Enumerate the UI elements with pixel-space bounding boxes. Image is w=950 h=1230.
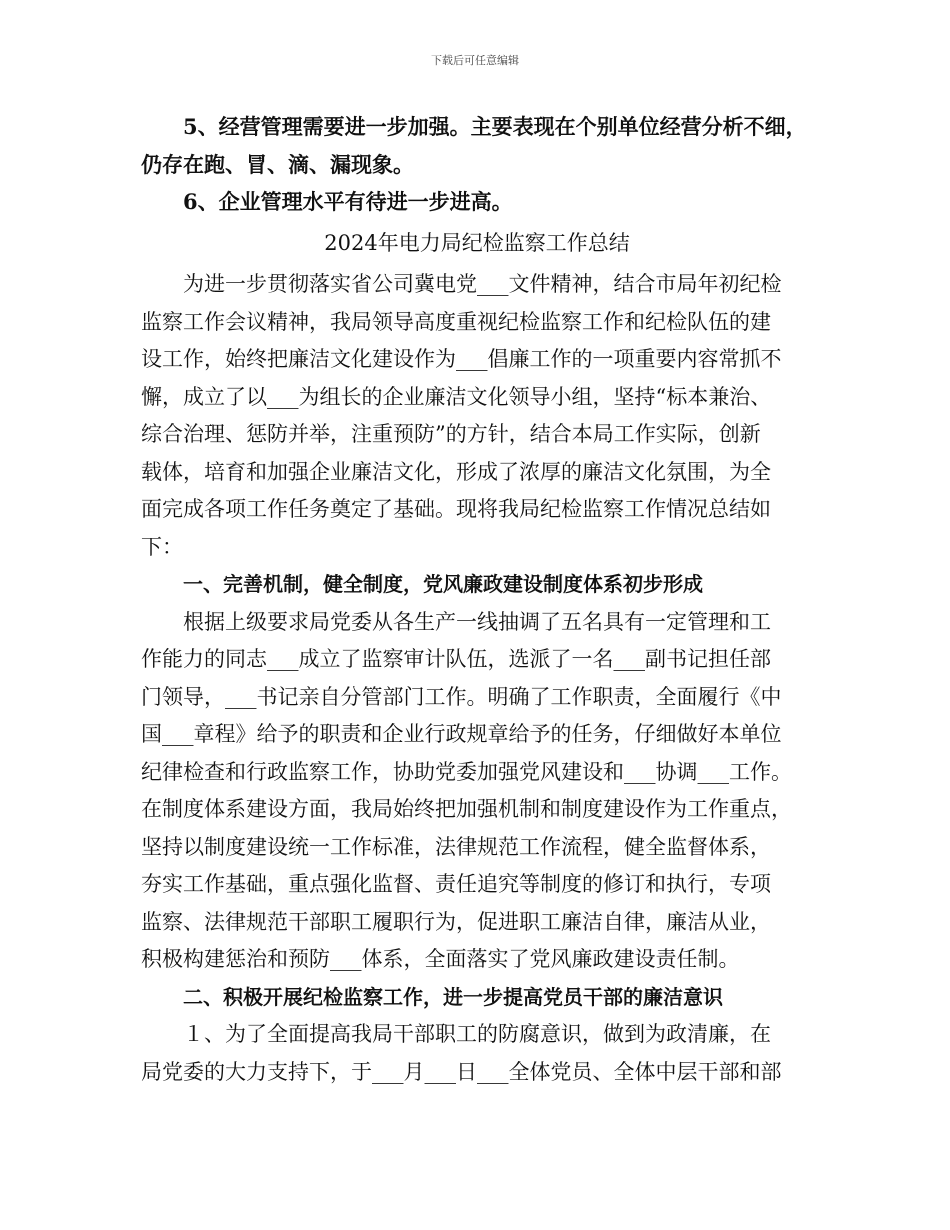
item-6: 6、企业管理水平有待进一步进高。 <box>183 189 513 214</box>
intro-paragraph <box>141 266 813 566</box>
section-1-line: 夯实工作基础，重点强化监督、责任追究等制度的修订和执行，专项 <box>141 872 771 896</box>
section-1-line: 积极构建惩治和预防___体系，全面落实了党风廉政建设责任制。 <box>141 947 740 971</box>
section-2-line: １、为了全面提高我局干部职工的防腐意识，做到为政清廉，在 <box>183 1022 771 1046</box>
section-1-line: 坚持以制度建设统一工作标准，法律规范工作流程，健全监督体系， <box>141 834 771 859</box>
section-1-line: 监察、法律规范干部职工履职行为，促进职工廉洁自律，廉洁从业， <box>141 909 771 934</box>
section-2-paragraph <box>141 1016 813 1091</box>
item-5-line-1: 5、经营管理需要进一步加强。主要表现在个别单位经营分析不细， <box>183 114 807 139</box>
section-1-line: 门领导，___书记亲自分管部门工作。明确了工作职责，全面履行《中 <box>141 684 782 709</box>
item-5-line-2: 仍存在跑、冒、滴、漏现象。 <box>141 151 414 177</box>
intro-line: 懈，成立了以___为组长的企业廉洁文化领导小组，坚持“标本兼治、 <box>141 384 772 409</box>
section-1-heading: 一、完善机制，健全制度，党风廉政建设制度体系初步形成 <box>183 572 703 596</box>
section-1-line: 作能力的同志___成立了监察审计队伍，选派了一名___副书记担任部 <box>141 647 771 671</box>
intro-line: 综合治理、惩防并举，注重预防”的方针，结合本局工作实际，创新 <box>141 422 761 446</box>
intro-line: 下： <box>141 534 183 559</box>
section-1-paragraph <box>141 604 813 979</box>
page-header: 下载后可任意编辑 <box>431 54 519 67</box>
section-1-line: 国___章程》给予的职责和企业行政规章给予的任务，仔细做好本单位 <box>141 722 782 746</box>
section-1-line: 根据上级要求局党委从各生产一线抽调了五名具有一定管理和工 <box>183 609 771 634</box>
section-1-line: 在制度体系建设方面，我局始终把加强机制和制度建设作为工作重点， <box>141 797 792 821</box>
intro-line: 为进一步贯彻落实省公司冀电党___文件精神，结合市局年初纪检 <box>183 272 782 296</box>
document-title: 2024年电力局纪检监察工作总结 <box>324 230 630 255</box>
intro-line: 载体，培育和加强企业廉洁文化，形成了浓厚的廉洁文化氛围，为全 <box>141 459 771 484</box>
intro-line: 设工作，始终把廉洁文化建设作为___倡廉工作的一项重要内容常抓不 <box>141 347 782 371</box>
section-2-heading: 二、积极开展纪检监察工作，进一步提高党员干部的廉洁意识 <box>183 984 723 1009</box>
intro-line: 监察工作会议精神，我局领导高度重视纪检监察工作和纪检队伍的建 <box>141 309 771 334</box>
document-page <box>141 108 813 1091</box>
section-2-line: 局党委的大力支持下，于___月___日___全体党员、全体中层干部和部 <box>141 1059 782 1084</box>
section-1-line: 纪律检查和行政监察工作，协助党委加强党风建设和___协调___工作。 <box>141 759 792 784</box>
intro-line: 面完成各项工作任务奠定了基础。现将我局纪检监察工作情况总结如 <box>141 497 771 521</box>
